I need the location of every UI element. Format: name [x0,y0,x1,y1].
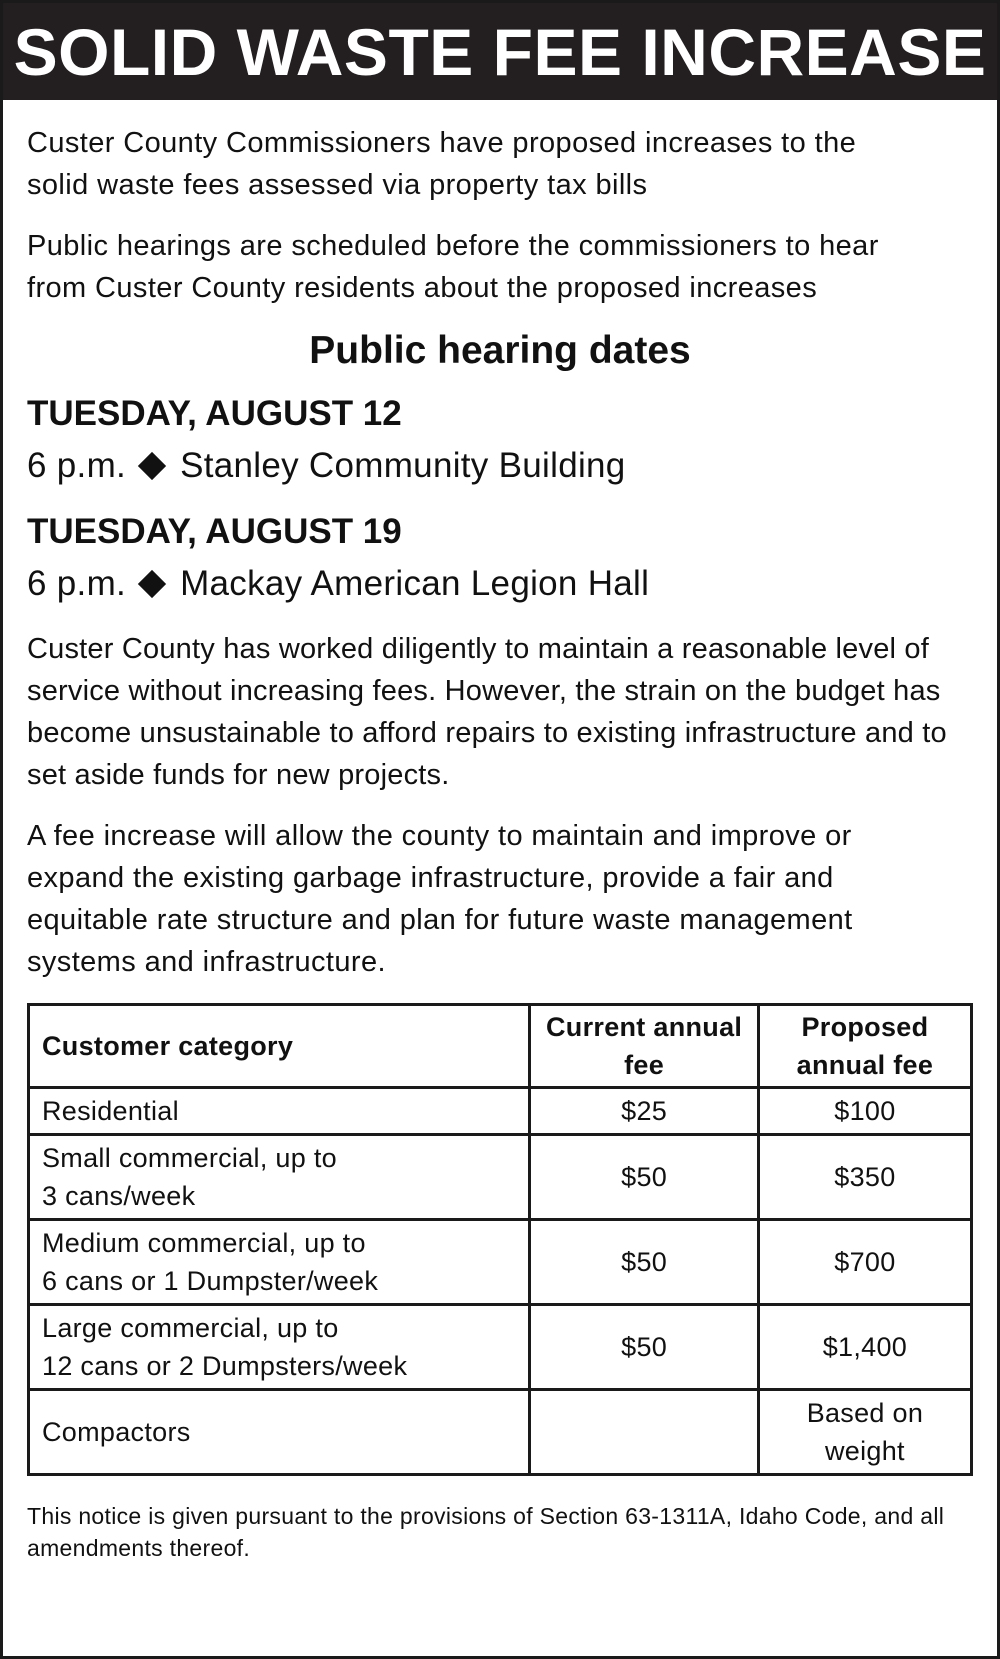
fee-table [27,1003,973,1476]
hearing-location: Stanley Community Building [180,446,626,485]
explanation-paragraph-1: Custer County has worked diligently to maintain a reasonable level of service without increasing fees. However, the strain on the budget has become unsustainable to afford repairs to existing infrastructure and to set aside funds for new projects. [27,633,947,791]
row-proposed-fee: $100 [758,1088,971,1135]
header-current-annual-fee: Current annual fee [530,1005,759,1088]
hearing-dates-heading: Public hearing dates [309,329,691,372]
row-current-fee: $50 [530,1305,759,1390]
hearing-location: Mackay American Legion Hall [180,564,650,603]
notice-title: SOLID WASTE FEE INCREASE [3,3,997,100]
diamond-bullet-icon [138,452,166,480]
hearing-date: TUESDAY, AUGUST 12 [27,394,402,433]
row-category: Residential [29,1088,530,1135]
legal-footnote: This notice is given pursuant to the provisions of Section 63-1311A, Idaho Code, and all amendments thereof. [27,1503,945,1561]
header-customer-category: Customer category [29,1005,530,1088]
diamond-bullet-icon [138,570,166,598]
hearing-place [27,442,973,490]
hearing-item [27,510,973,608]
row-current-fee: $25 [530,1088,759,1135]
row-current-fee [530,1390,759,1475]
row-current-fee: $50 [530,1220,759,1305]
row-proposed-fee: $1,400 [758,1305,971,1390]
notice-content [3,100,997,1564]
fee-table-header-row [29,1005,972,1088]
header-proposed-annual-fee: Proposed annual fee [758,1005,971,1088]
explanation-paragraph-2: A fee increase will allow the county to maintain and improve or expand the existing garbage infrastructure, provide a fair and equitable rate structure and plan for future waste management systems and infrastructure. [27,820,853,978]
row-category: Small commercial, up to 3 cans/week [29,1135,530,1220]
row-category: Medium commercial, up to 6 cans or 1 Dumpster/week [29,1220,530,1305]
row-proposed-fee: $700 [758,1220,971,1305]
table-row [29,1220,972,1305]
intro-paragraph-1: Custer County Commissioners have proposed increases to the solid waste fees assessed via property tax bills [27,127,857,201]
hearing-time: 6 p.m. [27,446,127,485]
hearing-date: TUESDAY, AUGUST 19 [27,512,402,551]
hearing-item [27,392,973,490]
row-category: Compactors [29,1390,530,1475]
hearing-time: 6 p.m. [27,564,127,603]
table-row [29,1088,972,1135]
row-current-fee: $50 [530,1135,759,1220]
row-proposed-fee: Based on weight [758,1390,971,1475]
table-row [29,1305,972,1390]
table-row [29,1135,972,1220]
table-row [29,1390,972,1475]
intro-paragraph-2: Public hearings are scheduled before the commissioners to hear from Custer County residents about the proposed increases [27,230,879,304]
row-category: Large commercial, up to 12 cans or 2 Dumpsters/week [29,1305,530,1390]
hearing-place [27,560,973,608]
row-proposed-fee: $350 [758,1135,971,1220]
